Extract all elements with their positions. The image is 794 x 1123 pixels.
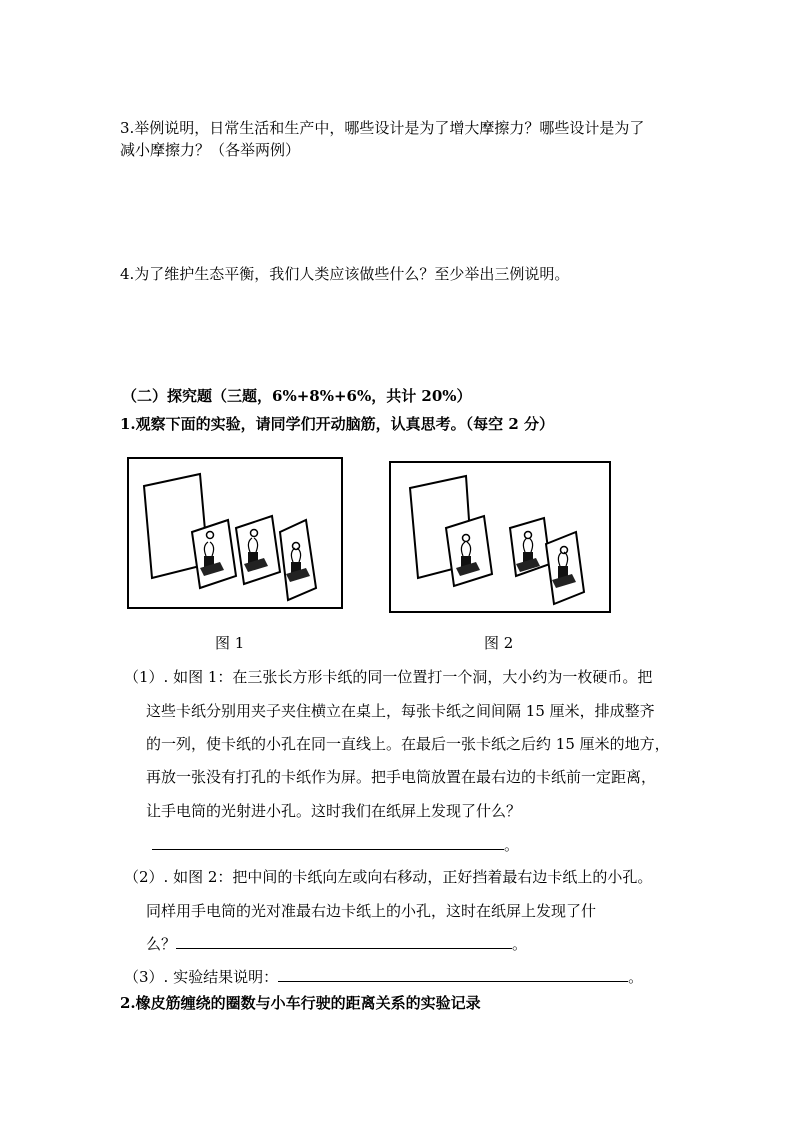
part-1-line-4: 再放一张没有打孔的卡纸作为屏。把手电筒放置在最右边的卡纸前一定距离， — [146, 768, 657, 786]
part-1-line-1: （1）. 如图 1：在三张长方形卡纸的同一位置打一个洞，大小约为一枚硬币。把 — [124, 668, 653, 686]
part-1-answer-blank[interactable] — [152, 834, 504, 850]
figure-1-caption: 图 1 — [215, 634, 245, 652]
part-1-line-3: 的一列，使卡纸的小孔在同一直线上。在最后一张卡纸之后约 15 厘米的地方， — [146, 735, 670, 753]
part-3-label: （3）. 实验结果说明： — [124, 968, 279, 986]
figure-1 — [126, 456, 344, 612]
part-3[interactable] — [124, 966, 643, 987]
part-2-line-2: 同样用手电筒的光对准最右边卡纸上的小孔，这时在纸屏上发现了什 — [146, 902, 597, 920]
part-2-answer-end: 。 — [512, 935, 528, 953]
part-2-line-3[interactable] — [146, 933, 527, 954]
part-1-line-5: 让手电筒的光射进小孔。这时我们在纸屏上发现了什么？ — [146, 802, 522, 820]
part-2-question-end: 么？ — [146, 935, 177, 953]
figure-2-caption: 图 2 — [484, 634, 514, 652]
question-3-line-2: 减小摩擦力？（各举两例） — [120, 141, 301, 159]
part-1-line-2: 这些卡纸分别用夹子夹住横立在桌上，每张卡纸之间间隔 15 厘米，排成整齐 — [146, 702, 655, 720]
part-1-answer-end: 。 — [504, 836, 520, 854]
section-title: （二）探究题（三题，6%+8%+6%，共计 20%） — [122, 387, 472, 405]
part-2-line-1: （2）. 如图 2：把中间的卡纸向左或向右移动，正好挡着最右边卡纸上的小孔。 — [124, 868, 653, 886]
question-4: 4.为了维护生态平衡，我们人类应该做些什么？至少举出三例说明。 — [120, 265, 570, 283]
part-3-answer-blank[interactable] — [278, 966, 628, 982]
figure-2 — [388, 460, 612, 616]
item-1-heading: 1.观察下面的实验，请同学们开动脑筋，认真思考。（每空 2 分） — [120, 415, 555, 433]
question-3-line-1: 3.举例说明，日常生活和生产中，哪些设计是为了增大摩擦力？哪些设计是为了 — [120, 119, 645, 137]
part-3-answer-end: 。 — [628, 968, 644, 986]
part-1-answer[interactable] — [152, 834, 519, 855]
part-2-answer-blank[interactable] — [176, 933, 512, 949]
item-2-heading: 2.橡皮筋缠绕的圈数与小车行驶的距离关系的实验记录 — [120, 994, 481, 1012]
